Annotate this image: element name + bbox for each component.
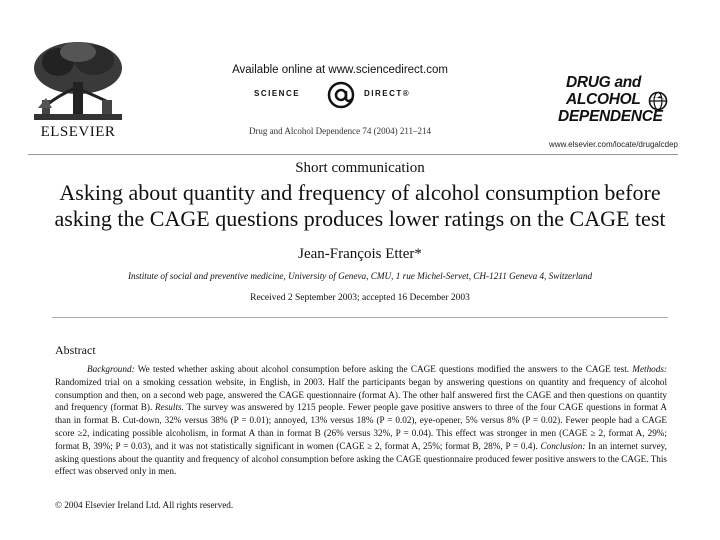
elsevier-logo [28, 38, 128, 142]
abstract-divider [52, 317, 668, 318]
article-title-line-1: Asking about quantity and frequency of alcohol consumption before [59, 180, 661, 205]
article-title [40, 180, 680, 232]
elsevier-tree-icon [28, 38, 128, 124]
article-title-line-2: asking the CAGE questions produces lower ratings on the CAGE test [54, 206, 666, 231]
available-online-text: Available online at www.sciencedirect.com [232, 64, 448, 76]
abstract-body [55, 363, 667, 478]
journal-logo [560, 75, 680, 127]
received-dates: Received 2 September 2003; accepted 16 December 2003 [250, 293, 470, 303]
abstract-methods-text: Randomized trial on a smoking cessation website, in English, in 2003. Half the participants began by answering questions on quantity and frequency of alcohol consumption and then, on a second web page, answered the CAGE questionnaire (format A). The other half answered first the CAGE and then questions on quantity and frequency (format B). [55, 376, 667, 413]
article-type: Short communication [295, 160, 425, 176]
sciencedirect-left-text: SCIENCE [254, 89, 301, 98]
author-affiliation: Institute of social and preventive medicine, University of Geneva, CMU, 1 rue Michel-Servet, CH-1211 Geneva 4, Switzerland [127, 271, 593, 281]
abstract-conclusion-text: In an internet survey, asking questions about the quantity and frequency of alcohol consumption before asking the CAGE questionnaire produced fewer positive answers to the CAGE. This effect was observed only in men. [55, 440, 667, 477]
abstract-heading: Abstract [55, 343, 96, 357]
abstract-results-label: Results. [155, 402, 184, 413]
abstract-conclusion-label: Conclusion: [540, 440, 586, 451]
journal-logo-line-3: DEPENDENCE [558, 108, 663, 125]
journal-logo-line-2: ALCOHOL [566, 91, 641, 108]
journal-reference: Drug and Alcohol Dependence 74 (2004) 211–214 [248, 126, 432, 136]
abstract-background-text: We tested whether asking about alcohol consumption before asking the CAGE questions modified the answers to the CAGE test. [134, 364, 633, 374]
copyright-notice: © 2004 Elsevier Ireland Ltd. All rights reserved. [55, 500, 234, 510]
header-divider [28, 154, 678, 155]
author-name: Jean-François Etter* [298, 246, 422, 262]
globe-icon [648, 91, 668, 111]
abstract-results-text: The survey was answered by 1215 people. Fewer people gave positive answers to three of the four CAGE questions in format A than in format B. Cut-down, 32% versus 38% (P = 0.01); annoyed, 13% versus 18% (P = 0.02), eye-opener, 5% versus 8% (P = 0.02). Fewer people had a CAGE score ≥2, indicating possible alcoholism, in format A than in format B (26% versus 32%, P = 0.04). This effect was stronger in men (CAGE ≥ 2, format A, 29%; format B, 39%; P = 0.03), and it was not statistically significant in women (CAGE ≥ 2, format A, 25%; format B, 28%, P = 0.4). [55, 402, 667, 451]
sciencedirect-logo [240, 80, 440, 110]
sciencedirect-right-text: DIRECT® [364, 89, 411, 98]
elsevier-wordmark: ELSEVIER [40, 124, 116, 140]
journal-logo-line-1: DRUG and [566, 74, 642, 91]
at-sign-icon [326, 81, 356, 109]
abstract-methods-label: Methods: [632, 364, 667, 374]
abstract-background-label: Background: [87, 364, 135, 374]
journal-url-link[interactable]: www.elsevier.com/locate/drugalcdep [549, 140, 678, 149]
